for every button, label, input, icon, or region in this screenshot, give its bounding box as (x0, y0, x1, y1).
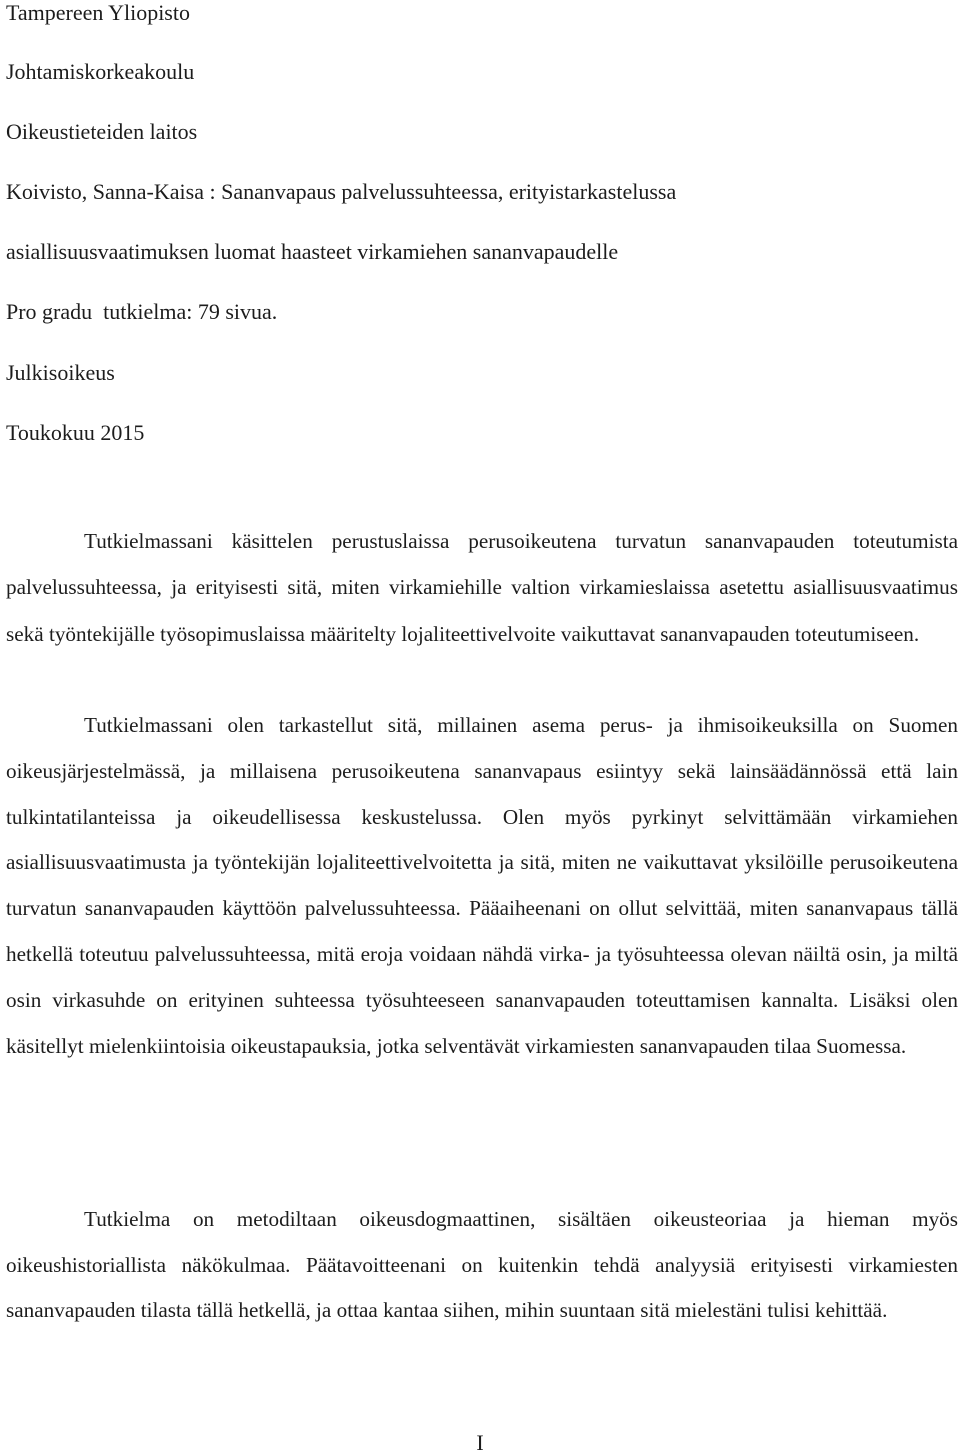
abstract-block (6, 518, 958, 657)
submission-date: Toukokuu 2015 (6, 420, 145, 445)
abstract-paragraph-1: Tutkielmassani käsittelen perustuslaissa perusoikeutena turvatun sananvapauden toteutumista palvelussuhteessa, ja erityisesti sitä, miten virkamiehille valtion virkamieslaissa asetettu asiallisuusvaatimus sekä työntekijälle työsopimuslaissa määritelty lojaliteettivelvoite vaikuttavat sananvapauden toteutumiseen. (6, 529, 958, 646)
school-name: Johtamiskorkeakoulu (6, 59, 195, 84)
abstract-paragraph-2: Tutkielmassani olen tarkastellut sitä, millainen asema perus- ja ihmisoikeuksilla on Suomen oikeusjärjestelmässä, ja millaisena perusoikeutena sananvapaus esiintyy sekä lainsäädännössä että lain tulkintatilanteissa ja oikeudellisessa keskustelussa. Olen myös pyrkinyt selvittämään virkamiehen asiallisuusvaatimusta ja työntekijän lojaliteettivelvoitetta ja sitä, miten ne vaikuttavat yksilöille perusoikeutena turvatun sananvapauden käyttöön palvelussuhteessa. Pääaiheenani on ollut selvittää, miten sananvapaus tällä hetkellä toteutuu palvelussuhteessa, mitä eroja voidaan nähdä virka- ja työsuhteessa olevan näiltä osin, ja miltä osin virkasuhde on erityinen suhteessa työsuhteeseen sananvapauden toteuttamisen kannalta. Lisäksi olen käsitellyt mielenkiintoisia oikeustapauksia, jotka selventävät virkamiesten sananvapauden tilaa Suomessa. (6, 713, 958, 1058)
thesis-type: Pro gradu tutkielma: 79 sivua. (6, 299, 278, 324)
university-name: Tampereen Yliopisto (6, 0, 190, 25)
abstract-block (6, 703, 958, 1069)
title-continued: asiallisuusvaatimuksen luomat haasteet virkamiehen sananvapaudelle (6, 239, 619, 264)
abstract-paragraph-3: Tutkielma on metodiltaan oikeusdogmaattinen, sisältäen oikeusteoriaa ja hieman myös oikeushistoriallista näkökulmaa. Päätavoitteenani on kuitenkin tehdä analyysiä erityisesti virkamiesten sananvapauden tilasta tällä hetkellä, ja ottaa kantaa siihen, mihin suuntaan sitä mielestäni tulisi kehittää. (6, 1207, 958, 1323)
abstract-block (6, 1197, 958, 1334)
subject-field: Julkisoikeus (6, 360, 115, 385)
author-and-title: Koivisto, Sanna-Kaisa : Sananvapaus palvelussuhteessa, erityistarkastelussa (6, 179, 677, 204)
page-number: I (476, 1430, 484, 1455)
department-name: Oikeustieteiden laitos (6, 119, 198, 144)
